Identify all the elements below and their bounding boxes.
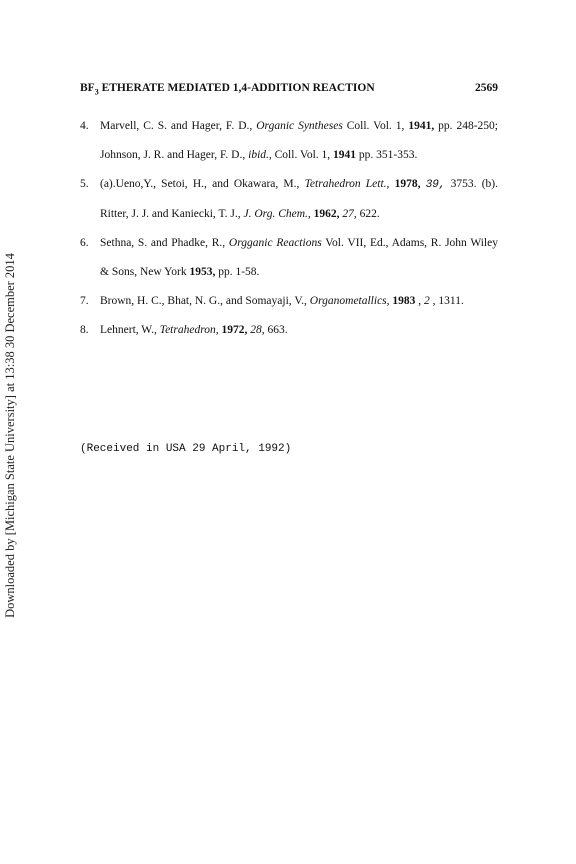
reference-text-segment: 663.	[264, 324, 288, 336]
reference-item	[80, 287, 498, 316]
reference-text-segment: 1941	[333, 149, 357, 161]
reference-text-segment: 1953,	[189, 266, 216, 278]
reference-text-segment: pp. 351-353.	[356, 149, 418, 161]
reference-text-segment: 1962,	[313, 208, 340, 220]
reference-text-segment: 27,	[342, 208, 357, 220]
reference-text-segment: 1983	[392, 295, 416, 307]
reference-item	[80, 170, 498, 229]
page-number: 2569	[475, 82, 498, 94]
reference-text-segment: Coll. Vol. 1,	[271, 149, 334, 161]
received-date: (Received in USA 29 April, 1992)	[80, 443, 292, 455]
reference-text-segment: Marvell, C. S. and Hager, F. D.,	[100, 120, 257, 132]
reference-text-segment: Brown, H. C., Bhat, N. G., and Somayaji, V.,	[100, 295, 310, 307]
reference-item	[80, 229, 498, 287]
reference-number: 6.	[80, 237, 89, 249]
download-watermark-text: Downloaded by [Michigan State University] at 13:38 30 December 2014	[2, 252, 17, 618]
running-header	[80, 82, 498, 96]
reference-text	[100, 170, 498, 229]
reference-text-segment: 1941,	[408, 120, 435, 132]
reference-text-segment: pp. 1-58.	[215, 266, 260, 278]
reference-text-segment: pp. 248-250; Johnson, J. R. and Hager, F. D.,	[100, 120, 498, 161]
reference-text-segment: ibid.,	[248, 149, 272, 161]
reference-text-segment: Orgganic Reactions	[228, 237, 322, 249]
reference-text-segment: 2	[424, 295, 430, 307]
reference-text	[100, 316, 498, 345]
running-header-title: $BF_3$ ETHERATE MEDIATED 1,4-ADDITION REACTION	[80, 82, 375, 97]
reference-text-segment: Sethna, S. and Phadke, R.,	[100, 237, 229, 249]
reference-text	[100, 287, 498, 316]
reference-number: 8.	[80, 324, 89, 336]
reference-text-segment: 622.	[356, 208, 380, 220]
reference-text-segment: 28,	[250, 324, 265, 336]
reference-text-segment: , 1311.	[429, 295, 464, 307]
reference-item	[80, 316, 498, 345]
reference-text-segment: Organometallics,	[309, 295, 390, 307]
reference-text-segment: ,	[415, 295, 425, 307]
reference-list	[80, 112, 498, 345]
reference-text-segment: 1978,	[394, 178, 421, 190]
reference-text-segment: 39,	[425, 179, 446, 191]
reference-text-segment: Coll. Vol. 1,	[342, 120, 409, 132]
reference-text-segment: 3753. (b). Ritter, J. J. and Kaniecki, T. J.,	[100, 178, 499, 220]
reference-number: 4.	[80, 120, 89, 132]
reference-text-segment: Organic Syntheses	[256, 120, 343, 132]
reference-text-segment: 1972,	[221, 324, 248, 336]
reference-text-segment: J. Org. Chem.,	[243, 208, 311, 220]
reference-text-segment: Tetrahedron Lett.,	[304, 178, 390, 190]
reference-number: 7.	[80, 295, 89, 307]
reference-text	[100, 229, 498, 287]
reference-text-segment: Vol. VII, Ed., Adams, R. John Wiley & Sons, New York	[100, 237, 498, 278]
reference-text-segment: Tetrahedron,	[159, 324, 219, 336]
reference-item	[80, 112, 498, 170]
download-watermark	[0, 225, 20, 645]
reference-text-segment: (a).Ueno,Y., Setoi, H., and Okawara, M.,	[100, 178, 305, 190]
reference-number: 5.	[80, 178, 89, 190]
reference-text	[100, 112, 498, 170]
reference-text-segment: Lehnert, W.,	[100, 324, 160, 336]
